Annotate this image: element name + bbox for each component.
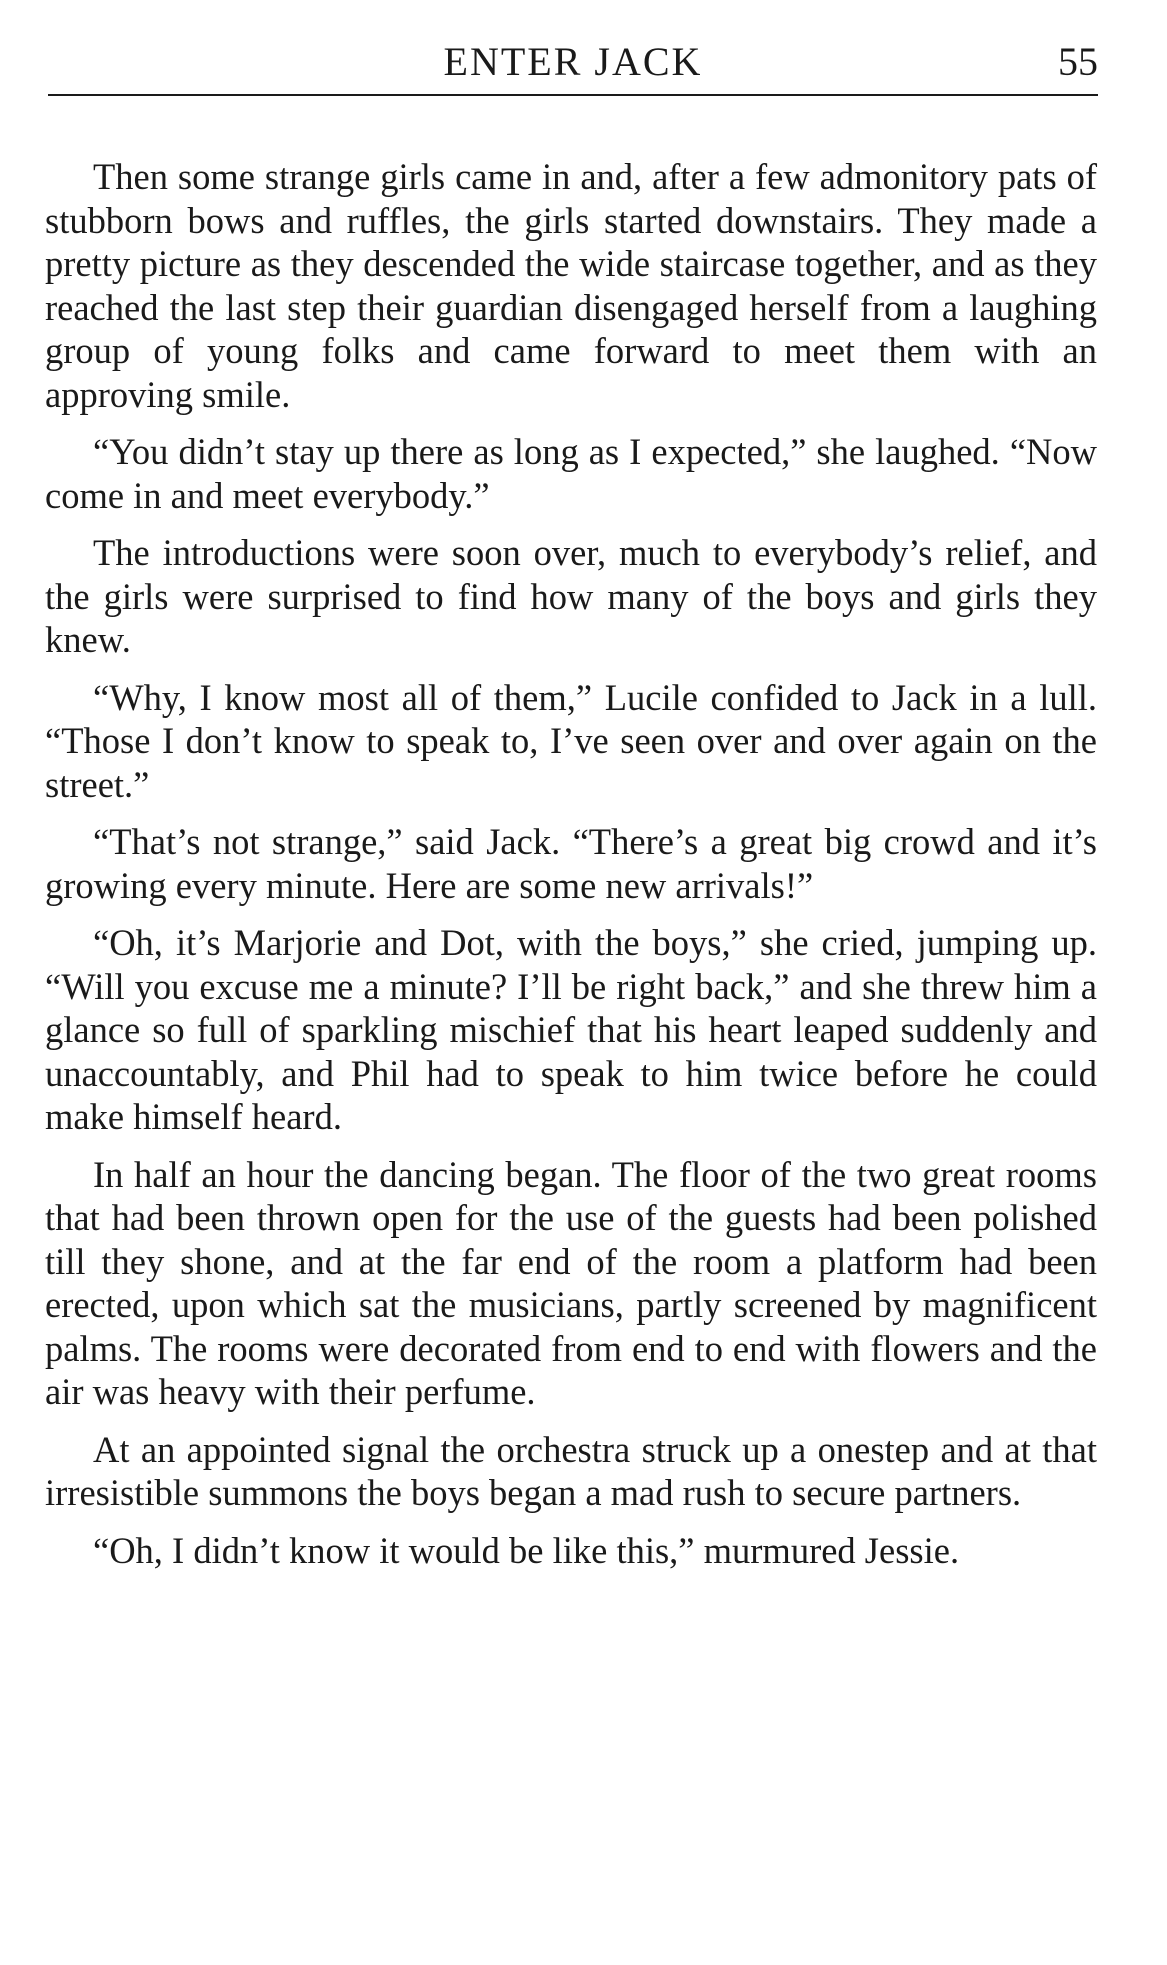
- paragraph: “You didn’t stay up there as long as I expected,” she laughed. “Now come in and meet everybody.”: [45, 431, 1097, 516]
- page-number: 55: [1058, 39, 1098, 84]
- paragraph: “That’s not strange,” said Jack. “There’s a great big crowd and it’s growing every minute. Here are some new arrivals!”: [45, 821, 1097, 906]
- paragraph: At an appointed signal the orchestra struck up a onestep and at that irresistible summons the boys began a mad rush to secure partners.: [45, 1428, 1097, 1513]
- paragraph: The introductions were soon over, much to everybody’s relief, and the girls were surprised to find how many of the boys and girls they knew.: [45, 532, 1097, 660]
- paragraph: In half an hour the dancing began. The floor of the two great rooms that had been thrown open for the use of the guests had been polished till they shone, and at the far end of the room a platform had been erected, upon which sat the musicians, partly screened by magnificent palms. The rooms were decorated from end to end with flowers and the air was heavy with their perfume.: [45, 1153, 1097, 1412]
- paragraph: “Oh, I didn’t know it would be like this,” murmured Jessie.: [93, 1529, 960, 1571]
- running-title: ENTER JACK: [443, 39, 703, 84]
- page-header: [48, 36, 1098, 96]
- body-text: [45, 155, 1097, 1586]
- header-rule: [48, 94, 1098, 96]
- paragraph: Then some strange girls came in and, after a few admonitory pats of stubborn bows and ruffles, the girls started downstairs. They made a pretty picture as they descended the wide staircase together, and as they reached the last step their guardian disengaged herself from a laughing group of young folks and came forward to meet them with an approving smile.: [45, 156, 1097, 415]
- paragraph: “Why, I know most all of them,” Lucile confided to Jack in a lull. “Those I don’t know to speak to, I’ve seen over and over again on the street.”: [45, 676, 1097, 805]
- paragraph: “Oh, it’s Marjorie and Dot, with the boys,” she cried, jumping up. “Will you excuse me a minute? I’ll be right back,” and she threw him a glance so full of sparkling mischief that his heart leaped suddenly and unaccountably, and Phil had to speak to him twice before he could make himself heard.: [45, 922, 1097, 1137]
